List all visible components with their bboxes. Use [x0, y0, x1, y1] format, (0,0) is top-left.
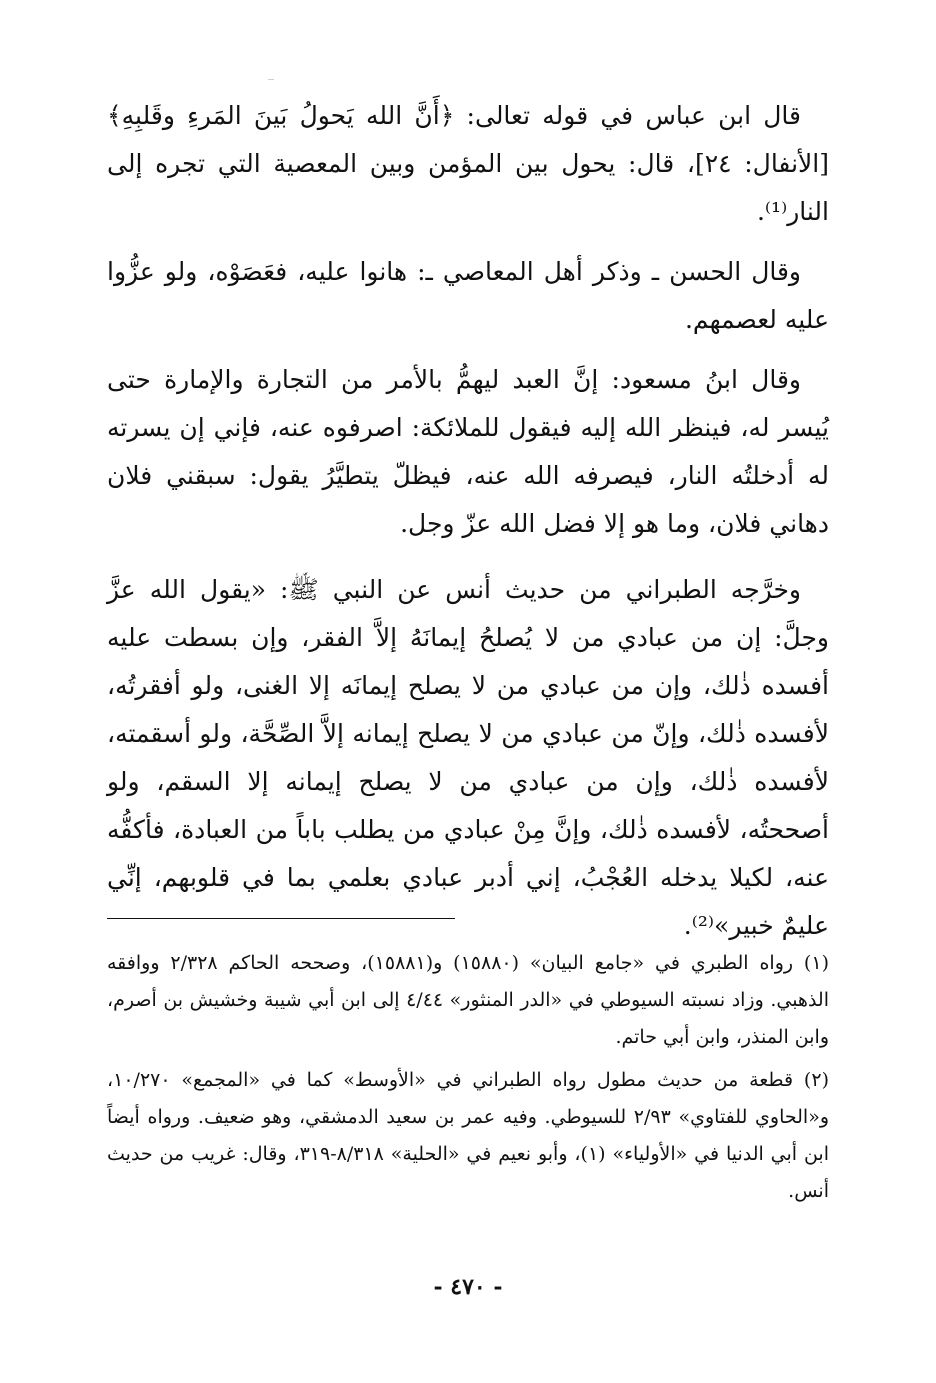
page-number: - ٤٧٠ -: [433, 1274, 503, 1300]
footnote-2: (٢) قطعة من حديث مطول رواه الطبراني في «الأوسط» كما في «المجمع» ١٠/٢٧٠، و«الحاوي للفتاوي» ٢/٩٣ للسيوطي. وفيه عمر بن سعيد الدمشقي، وهو ضعيف. ورواه أيضاً ابن أبي الدنيا في «الأولياء» (١)، وأبو نعيم في «الحلية» ٨/٣١٨-٣١٩، وقال: غريب من حديث أنس.: [107, 1069, 829, 1202]
footnote-1: (١) رواه الطبري في «جامع البيان» (١٥٨٨٠) و(١٥٨٨١)، وصححه الحاكم ٢/٣٢٨ ووافقه الذهبي. وزاد نسبته السيوطي في «الدر المنثور» ٤/٤٤ إلى ابن أبي شيبة وخشيش بن أصرم، وابن المنذر، وابن أبي حاتم.: [107, 952, 829, 1048]
footnote-separator: [107, 918, 455, 919]
paragraph-ibn-abbas: قال ابن عباس في قوله تعالى: ﴿أَنَّ الله يَحولُ بَينَ المَرءِ وقَلبِهِ﴾ [الأنفال: ٢٤]، قال: يحول بين المؤمن وبين المعصية التي تجره إلى النار⁽¹⁾.: [107, 101, 829, 226]
footnotes: [107, 945, 829, 1216]
paragraph-al-hasan: وقال الحسن ـ وذكر أهل المعاصي ـ: هانوا عليه، فعَصَوْه، ولو عزُّوا عليه لعصمهم.: [107, 257, 829, 334]
paragraph-tabarani-hadith: وخرَّجه الطبراني من حديث أنس عن النبي ﷺ: «يقول الله عزَّ وجلَّ: إن من عبادي من لا يُصلحُ إيمانَهُ إلاَّ الفقر، وإن بسطت عليه أفسده ذٰلك، وإن من عبادي من لا يصلح إيمانَه إلا الغنى، ولو أفقرتُه، لأفسده ذٰلك، وإنّ من عبادي من لا يصلح إيمانه إلاَّ الصِّحَّة، ولو أسقمته، لأفسده ذٰلك، وإن من عبادي من لا يصلح إيمانه إلا السقم، ولو أصححتُه، لأفسده ذٰلك، وإنَّ مِنْ عبادي من يطلب باباً من العبادة، فأكفُّه عنه، لكيلا يدخله العُجْبُ، إني أدبر عبادي بعلمي بما في قلوبهم، إنِّي عليمٌ خبير»⁽²⁾.: [107, 575, 829, 940]
paragraph-ibn-masud: وقال ابنُ مسعود: إنَّ العبد ليهمُّ بالأمر من التجارة والإمارة حتى يُيسر له، فينظر الله إليه فيقول للملائكة: اصرفوه عنه، فإني إن يسرته له أدخلتُه النار، فيصرفه الله عنه، فيظلّ يتطيَّرُ يقول: سبقني فلان دهاني فلان، وما هو إلا فضل الله عزّ وجل.: [107, 365, 829, 538]
main-text: [107, 92, 829, 962]
scan-speck: [268, 79, 274, 80]
